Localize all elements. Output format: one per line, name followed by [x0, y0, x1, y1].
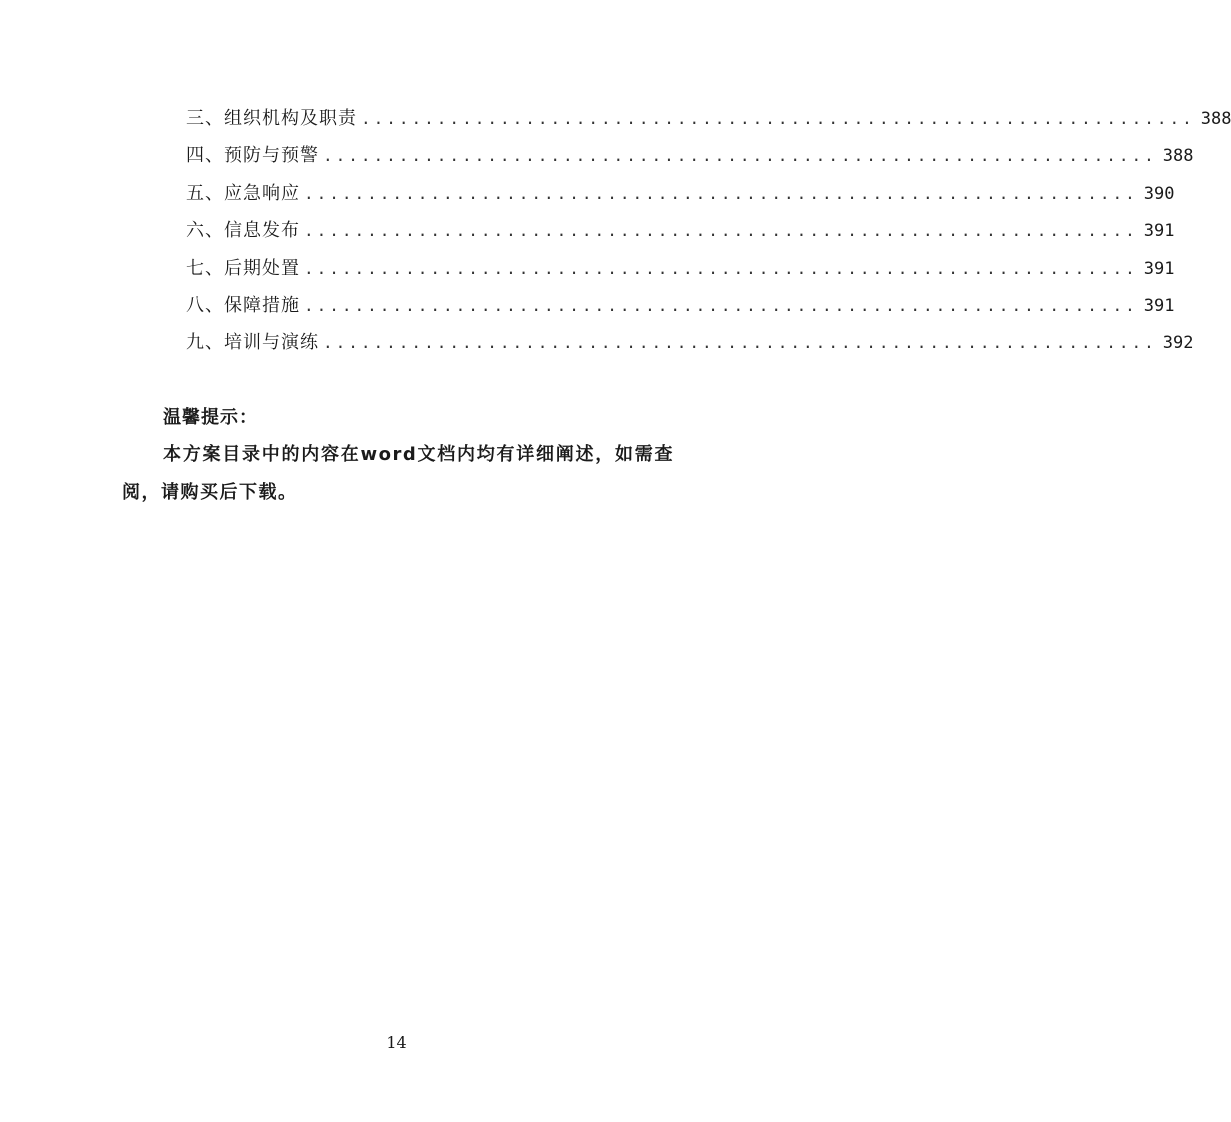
toc-entry[interactable]: [186, 180, 1175, 217]
toc-entry[interactable]: [186, 217, 1175, 254]
toc-entry[interactable]: [186, 292, 1175, 329]
toc-entry-title: 五、应急响应: [186, 182, 300, 204]
toc-entry[interactable]: [186, 105, 1231, 142]
page-number: 14: [386, 1033, 407, 1052]
table-of-contents: [186, 105, 1231, 367]
toc-entry-title: 六、信息发布: [186, 220, 300, 242]
toc-dot-leader: ..................................................................: [361, 109, 1195, 128]
toc-entry-title: 七、后期处置: [186, 257, 300, 279]
toc-dot-leader: ..................................................................: [304, 295, 1138, 315]
toc-entry-title: 三、组织机构及职责: [186, 108, 357, 129]
notice-body: 本方案目录中的内容在word文档内均有详细阐述，如需查阅，请购买后下载。: [122, 444, 674, 503]
toc-entry-title: 八、保障措施: [186, 294, 300, 316]
toc-dot-leader: ..................................................................: [323, 146, 1157, 166]
toc-entry-page: 391: [1143, 221, 1175, 242]
toc-entry-title: 九、培训与演练: [186, 332, 319, 354]
toc-entry[interactable]: [186, 142, 1194, 179]
toc-entry-page: 391: [1143, 258, 1175, 279]
toc-entry[interactable]: [186, 255, 1175, 292]
toc-dot-leader: ..................................................................: [304, 183, 1138, 203]
notice-heading: 温馨提示：: [163, 407, 258, 428]
toc-entry[interactable]: [186, 329, 1194, 366]
toc-dot-leader: ..................................................................: [323, 333, 1157, 353]
toc-entry-page: 392: [1162, 333, 1194, 354]
toc-entry-page: 388: [1200, 109, 1231, 129]
toc-dot-leader: ..................................................................: [304, 221, 1138, 241]
toc-entry-page: 390: [1143, 183, 1175, 204]
toc-entry-page: 391: [1143, 295, 1175, 316]
toc-entry-title: 四、预防与预警: [186, 145, 319, 167]
toc-entry-page: 388: [1162, 146, 1194, 167]
toc-dot-leader: ..................................................................: [304, 258, 1138, 278]
